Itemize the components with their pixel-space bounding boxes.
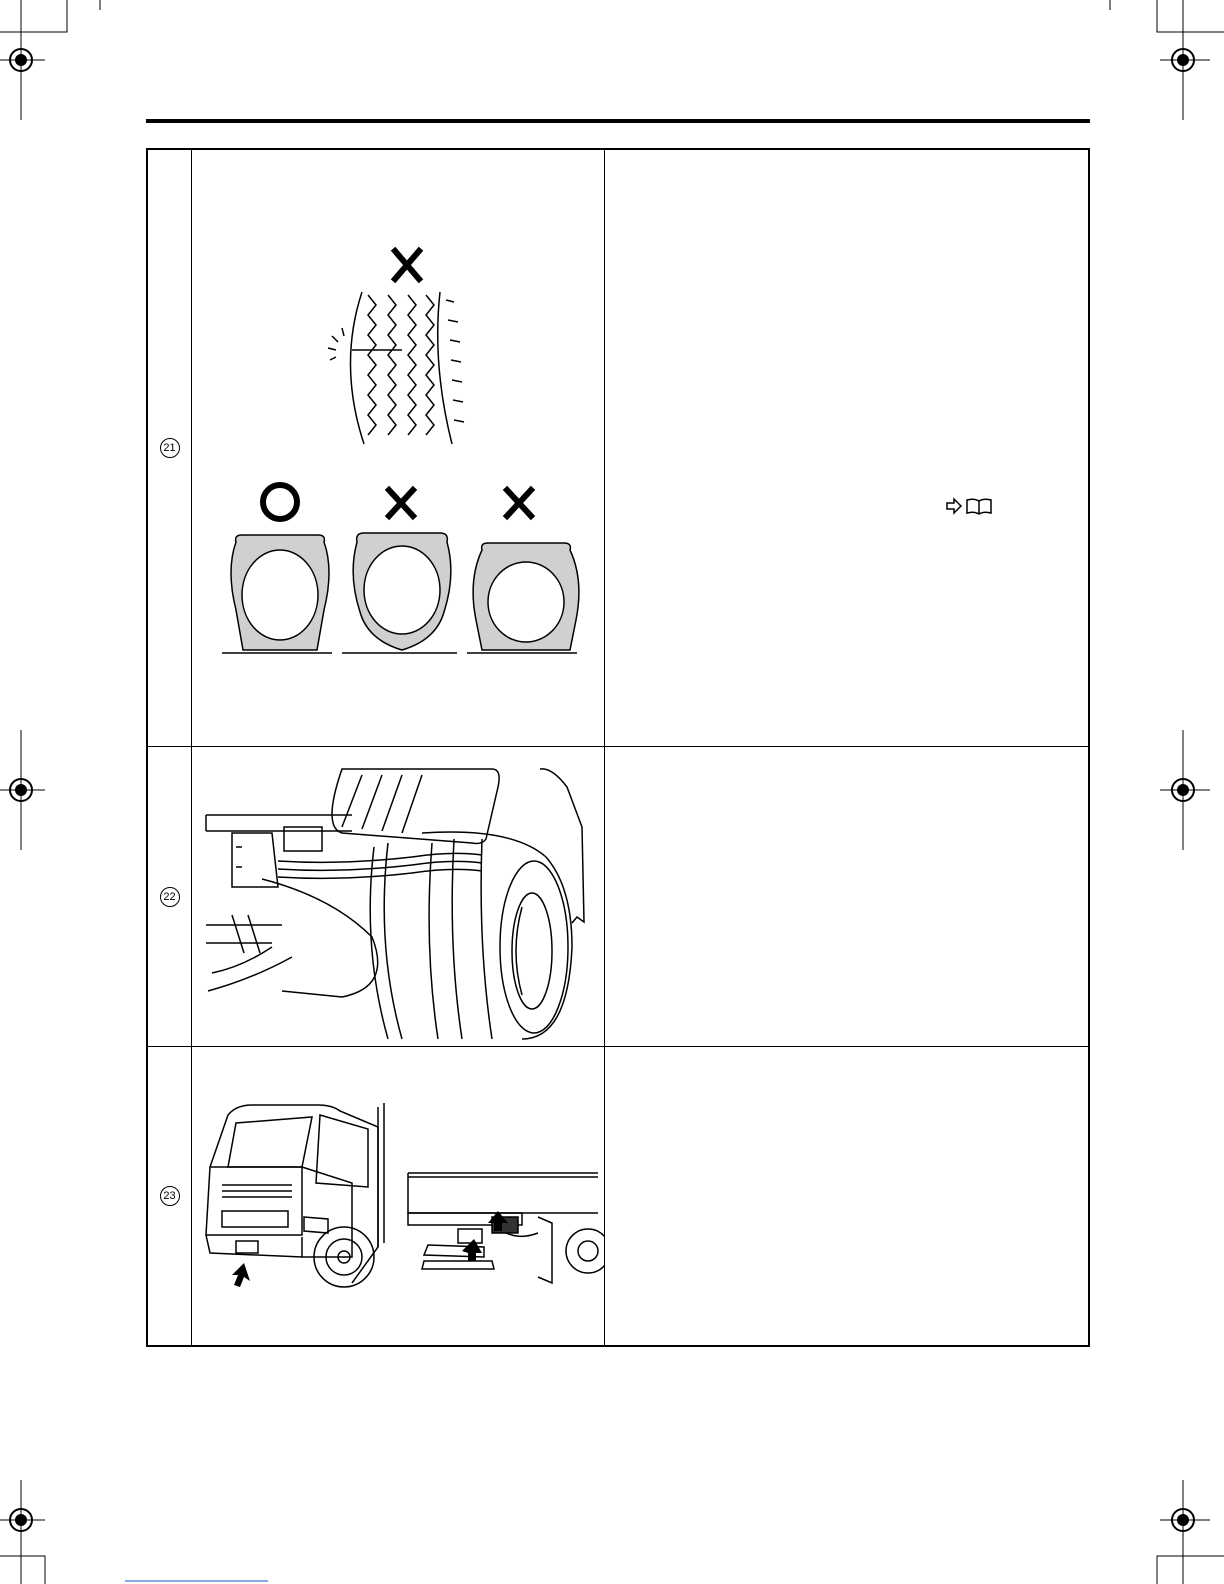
truck-front-view [206, 1103, 384, 1287]
description-cell [605, 747, 1088, 1046]
arrow-icon [232, 1263, 250, 1287]
figure-cell [192, 747, 605, 1046]
item-number-cell [148, 747, 192, 1046]
item-number: 23 [160, 1186, 180, 1206]
x-mark-icon [395, 251, 419, 279]
x-mark-icon [389, 490, 413, 516]
item-number: 21 [160, 438, 180, 458]
header-rule [146, 119, 1090, 123]
figure-cell [192, 150, 605, 746]
table-row [148, 746, 1088, 1046]
tire-cross-section-underinflated [473, 543, 579, 650]
inspection-table [146, 148, 1090, 1347]
figure-cell [192, 1047, 605, 1345]
item-number-cell [148, 150, 192, 746]
description-cell [605, 150, 1088, 746]
item-number-cell [148, 1047, 192, 1345]
tire-cross-section-correct [231, 535, 329, 650]
description-cell [605, 1047, 1088, 1345]
table-row [148, 1046, 1088, 1345]
x-mark-icon [507, 490, 531, 516]
truck-views-figure [192, 1047, 605, 1346]
truck-rear-view [408, 1173, 605, 1283]
item-number: 22 [160, 887, 180, 907]
tire-damage-figure [192, 150, 605, 746]
o-mark-icon [263, 485, 297, 519]
manual-reference-icon [945, 496, 993, 516]
table-row [148, 150, 1088, 746]
tire-cross-section-overinflated [353, 533, 451, 650]
tread-crack-illustration [328, 292, 464, 444]
rear-suspension-figure [192, 747, 605, 1047]
